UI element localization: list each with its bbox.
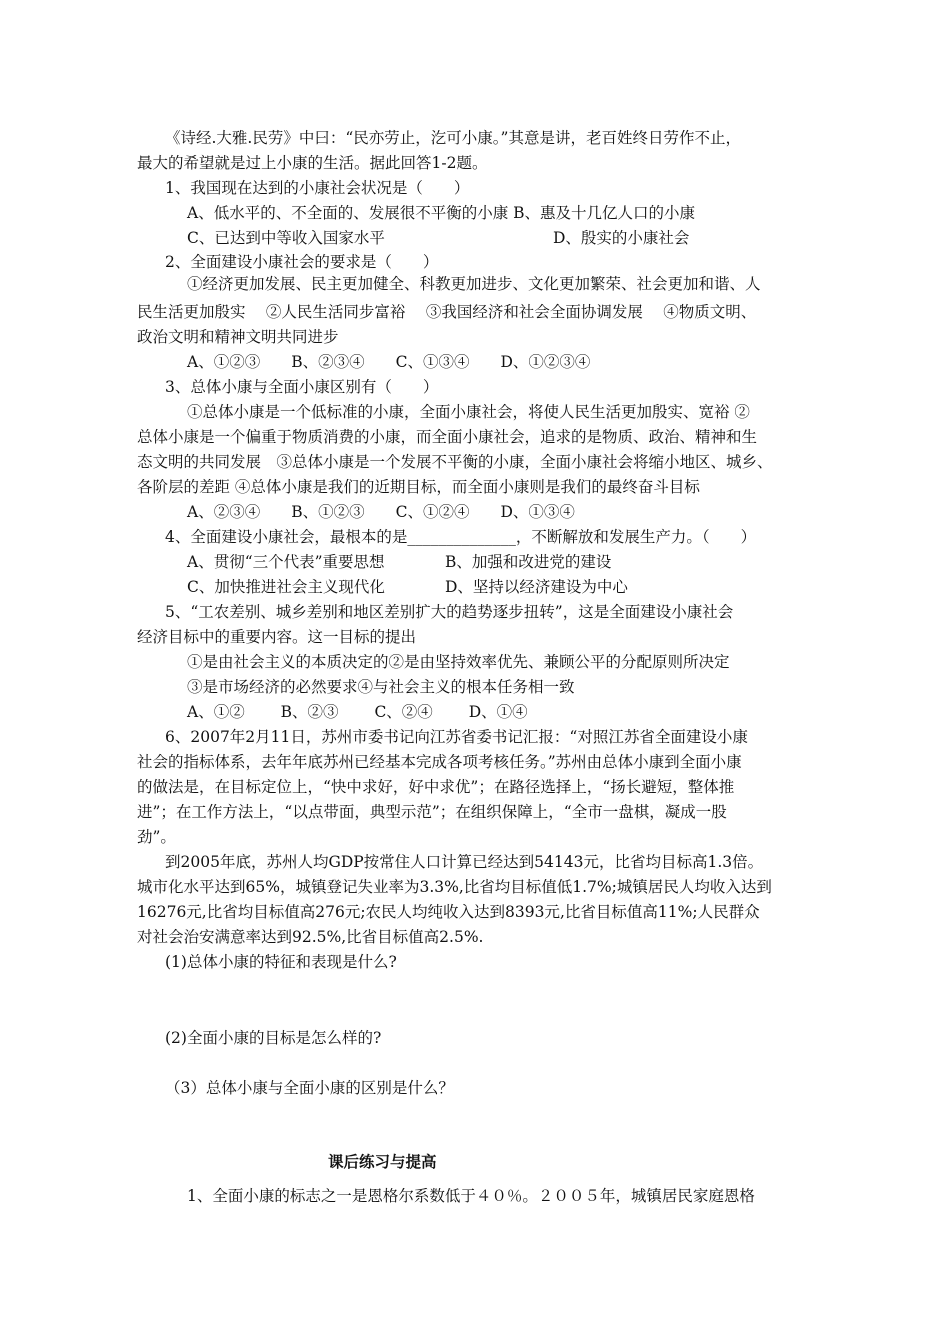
intro-line-2: 最大的希望就是过上小康的生活。据此回答1-2题。 xyxy=(137,154,488,172)
option-d: D、殷实的小康社会 xyxy=(553,229,690,247)
exercise-1: 1、全面小康的标志之一是恩格尔系数低于４０％。２００５年，城镇居民家庭恩格 xyxy=(187,1187,755,1205)
question-body-line: ①是由社会主义的本质决定的②是由坚持效率优先、兼顾公平的分配原则所决定 xyxy=(187,653,730,671)
question-options: A、②③④ B、①②③ C、①②④ D、①③④ xyxy=(187,503,575,521)
paragraph-line: 6、2007年2月11日，苏州市委书记向江苏省委书记汇报：“对照江苏省全面建设小康 xyxy=(165,728,748,746)
paragraph-line: 的做法是，在目标定位上，“快中求好，好中求优”；在路径选择上，“扬长避短，整体推 xyxy=(137,778,735,796)
option-c: C、加快推进社会主义现代化 xyxy=(187,578,385,596)
question-stem: 1、我国现在达到的小康社会状况是（ ） xyxy=(165,179,470,197)
paragraph-line: 社会的指标体系，去年年底苏州已经基本完成各项考核任务。”苏州由总体小康到全面小康 xyxy=(137,753,742,771)
question-body-line: 态文明的共同发展 ③总体小康是一个发展不平衡的小康，全面小康社会将缩小地区、城乡、 xyxy=(137,453,773,471)
option-b: B、加强和改进党的建设 xyxy=(445,553,612,571)
question-body-line: 总体小康是一个偏重于物质消费的小康，而全面小康社会，追求的是物质、政治、精神和生 xyxy=(137,428,758,446)
question-stem: 5、“工农差别、城乡差别和地区差别扩大的趋势逐步扭转”，这是全面建设小康社会 xyxy=(165,603,734,621)
question-body-line: 各阶层的差距 ④总体小康是我们的近期目标，而全面小康则是我们的最终奋斗目标 xyxy=(137,478,700,496)
question-stem: 2、全面建设小康社会的要求是（ ） xyxy=(165,253,439,271)
paragraph-line: 对社会治安满意率达到92.5%,比省目标值高2.5%. xyxy=(137,928,484,946)
question-body-line: ①总体小康是一个低标准的小康，全面小康社会，将使人民生活更加殷实、宽裕 ② xyxy=(187,403,750,421)
option-d: D、坚持以经济建设为中心 xyxy=(445,578,628,596)
paragraph-line: 到2005年底，苏州人均GDP按常住人口计算已经达到54143元，比省均目标高1.3倍。 xyxy=(165,853,764,871)
question-stem: 经济目标中的重要内容。这一目标的提出 xyxy=(137,628,417,646)
question-stem: 3、总体小康与全面小康区别有（ ） xyxy=(165,378,439,396)
intro-line-1: 《诗经.大雅.民劳》中曰：“民亦劳止，汔可小康。”其意是讲，老百姓终日劳作不止， xyxy=(165,129,741,147)
paragraph-line: 16276元,比省均目标值高276元;农民人均纯收入达到8393元,比省目标值高11%;人民群众 xyxy=(137,903,760,921)
section-title: 课后练习与提高 xyxy=(328,1153,437,1171)
sub-question-2: (2)全面小康的目标是怎么样的? xyxy=(165,1029,382,1047)
paragraph-line: 进”；在工作方法上，“以点带面，典型示范”；在组织保障上，“全市一盘棋，凝成一股 xyxy=(137,803,727,821)
question-body-line: 政治文明和精神文明共同进步 xyxy=(137,328,339,346)
question-options: A、①②③ B、②③④ C、①③④ D、①②③④ xyxy=(187,353,591,371)
paragraph-line: 劲”。 xyxy=(137,828,176,846)
sub-question-1: (1)总体小康的特征和表现是什么? xyxy=(165,953,397,971)
sub-question-3: （3）总体小康与全面小康的区别是什么？ xyxy=(165,1079,454,1097)
question-body-line: ①经济更加发展、民主更加健全、科教更加进步、文化更加繁荣、社会更加和谐、人 xyxy=(187,275,761,293)
options-ab: A、低水平的、不全面的、发展很不平衡的小康 B、惠及十几亿人口的小康 xyxy=(187,204,696,222)
question-body-line: ③是市场经济的必然要求④与社会主义的根本任务相一致 xyxy=(187,678,575,696)
question-options: A、①② B、②③ C、②④ D、①④ xyxy=(187,703,528,721)
option-c: C、已达到中等收入国家水平 xyxy=(187,229,385,247)
question-stem: 4、全面建设小康社会，最根本的是______________，不断解放和发展生产力。（ ） xyxy=(165,528,757,546)
question-body-line: 民生活更加殷实 ②人民生活同步富裕 ③我国经济和社会全面协调发展 ④物质文明、 xyxy=(137,303,757,321)
paragraph-line: 城市化水平达到65%，城镇登记失业率为3.3%,比省均目标值低1.7%;城镇居民人均收入达到 xyxy=(137,878,772,896)
option-a: A、贯彻“三个代表”重要思想 xyxy=(187,553,385,571)
